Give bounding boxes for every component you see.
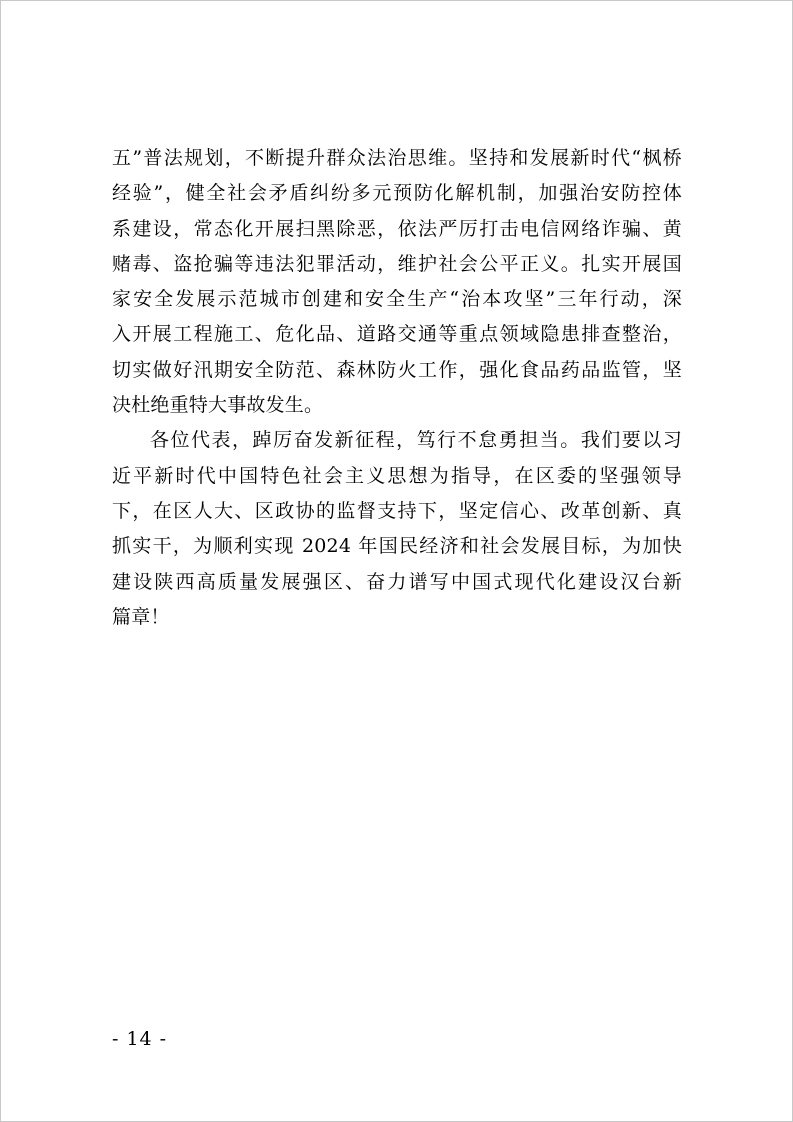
paragraph-1 (112, 141, 682, 423)
paragraph-2-line: 各位代表，踔厉奋发新征程，笃行不怠勇担当。我们要以习 (150, 429, 682, 452)
paragraph-1-line: 决杜绝重特大事故发生。 (112, 394, 324, 417)
paragraph-2-line: 近平新时代中国特色社会主义思想为指导，在区委的坚强领导 (112, 464, 682, 487)
paragraph-2 (112, 423, 682, 635)
paragraph-1-line: 五”普法规划，不断提升群众法治思维。坚持和发展新时代“枫桥 (112, 147, 682, 169)
paragraph-1-line: 入开展工程施工、危化品、道路交通等重点领域隐患排查整治， (112, 323, 682, 346)
paragraph-2-line: 篇章！ (112, 605, 170, 628)
paragraph-2-line: 建设陕西高质量发展强区、奋力谱写中国式现代化建设汉台新 (112, 570, 682, 593)
paragraph-2-line: 下，在区人大、区政协的监督支持下，坚定信心、改革创新、真 (112, 499, 682, 522)
paragraph-1-line: 系建设，常态化开展扫黑除恶，依法严厉打击电信网络诈骗、黄 (112, 217, 682, 240)
page-number: - 14 - (112, 1028, 168, 1050)
paragraph-2-line: 抓实干，为顺利实现 2024 年国民经济和社会发展目标，为加快 (112, 535, 682, 558)
paragraph-1-line: 赌毒、盗抢骗等违法犯罪活动，维护社会公平正义。扎实开展国 (112, 252, 682, 275)
paragraph-1-line: 家安全发展示范城市创建和安全生产“治本攻坚”三年行动，深 (112, 288, 682, 311)
paragraph-1-line: 切实做好汛期安全防范、森林防火工作，强化食品药品监管，坚 (112, 358, 682, 381)
document-page (112, 141, 682, 635)
paragraph-1-line: 经验”，健全社会矛盾纠纷多元预防化解机制，加强治安防控体 (112, 182, 682, 205)
